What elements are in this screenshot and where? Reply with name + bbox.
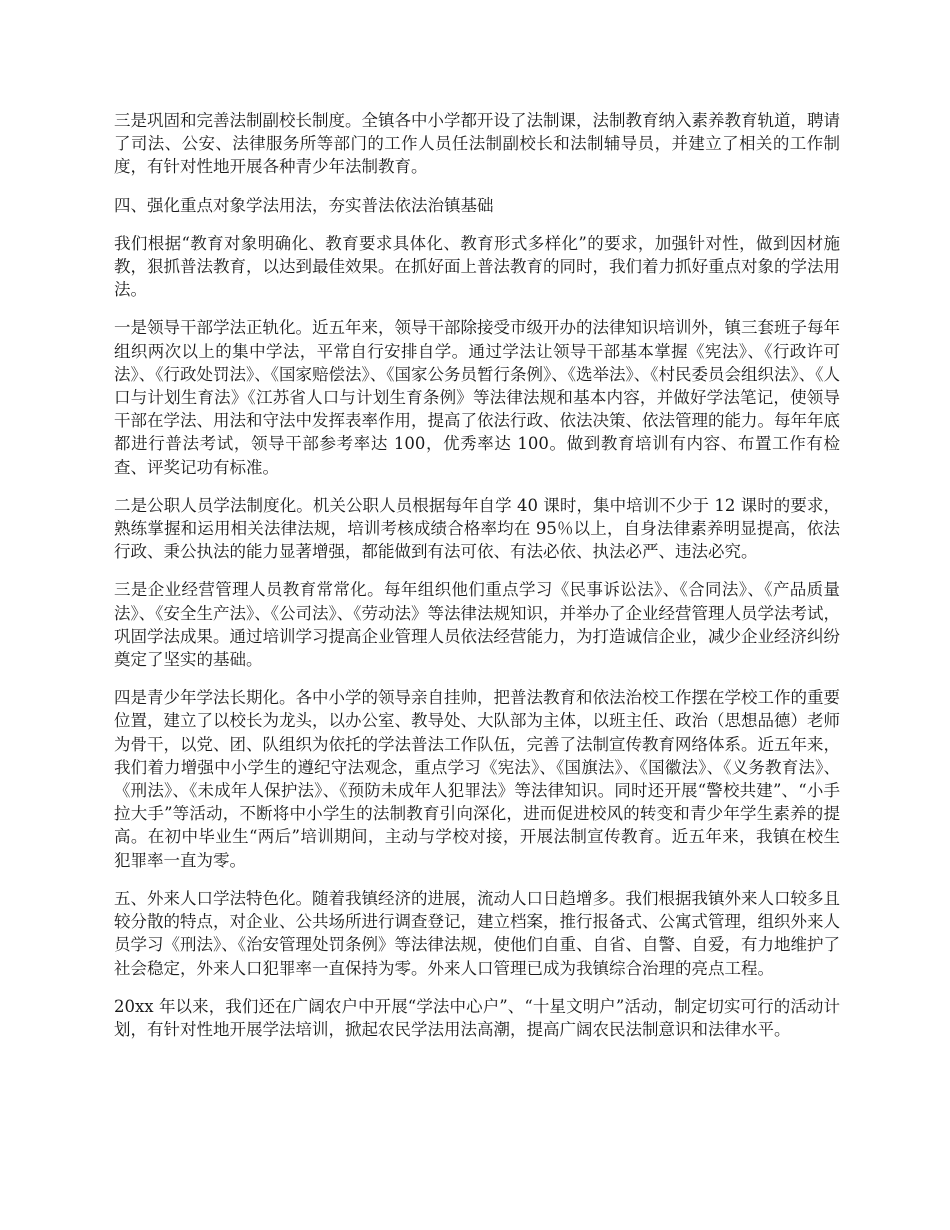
paragraph-migrant-population: 五、外来人口学法特色化。随着我镇经济的进展，流动人口日趋增多。我们根据我镇外来人口较多且较分散的特点，对企业、公共场所进行调查登记，建立档案，推行报备式、公寓式管理，组织外来人员学习《刑法》、《治安管理处罚条例》等法律法规，使他们自重、自省、自警、自爱，有力地维护了社会稳定，外来人口犯罪率一直保持为零。外来人口管理已成为我镇综合治理的亮点工程。	[114, 888, 840, 978]
paragraph-youth: 四是青少年学法长期化。各中小学的领导亲自挂帅，把普法教育和依法治校工作摆在学校工作的重要位置，建立了以校长为龙头，以办公室、教导处、大队部为主体，以班主任、政治（思想品德）老师为骨干，以党、团、队组织为依托的学法普法工作队伍，完善了法制宣传教育网络体系。近五年来，我们着力增强中小学生的遵纪守法观念，重点学习《宪法》、《国旗法》、《国徽法》、《义务教育法》、《刑法》、《未成年人保护法》、《预防未成年人犯罪法》等法律知识。同时还开展“警校共建”、“小手拉大手”等活动，不断将中小学生的法制教育引向深化，进而促进校风的转变和青少年学生素养的提高。在初中毕业生“两后”培训期间，主动与学校对接，开展法制宣传教育。近五年来，我镇在校生犯罪率一直为零。	[114, 688, 840, 870]
paragraph-public-servants: 二是公职人员学法制度化。机关公职人员根据每年自学 40 课时，集中培训不少于 12 课时的要求，熟练掌握和运用相关法律法规，培训考核成绩合格率均在 95％以上，自身法律素养明显提高，依法行政、秉公执法的能力显著增强，都能做到有法可依、有法必依、执法必严、违法必究。	[114, 495, 840, 562]
paragraph-targeted-education: 我们根据“教育对象明确化、教育要求具体化、教育形式多样化”的要求，加强针对性，做到因材施教，狠抓普法教育，以达到最佳效果。在抓好面上普法教育的同时，我们着力抓好重点对象的学法用法。	[114, 233, 840, 300]
paragraph-legal-vice-principal: 三是巩固和完善法制副校长制度。全镇各中小学都开设了法制课，法制教育纳入素养教育轨道，聘请了司法、公安、法律服务所等部门的工作人员任法制副校长和法制辅导员，并建立了相关的工作制度，有针对性地开展各种青少年法制教育。	[114, 111, 840, 177]
paragraph-rural-households: 20xx 年以来，我们还在广阔农户中开展“学法中心户”、“十星文明户”活动，制定切实可行的活动计划，有针对性地开展学法培训，掀起农民学法用法高潮，提高广阔农民法制意识和法律水平。	[114, 996, 840, 1039]
paragraph-enterprise-managers: 三是企业经营管理人员教育常常化。每年组织他们重点学习《民事诉讼法》、《合同法》、《产品质量法》、《安全生产法》、《公司法》、《劳动法》等法律法规知识，并举办了企业经营管理人员学法考试，巩固学法成果。通过培训学习提高企业管理人员依法经营能力，为打造诚信企业，减少企业经济纠纷奠定了坚实的基础。	[114, 580, 840, 670]
paragraph-leading-cadres: 一是领导干部学法正轨化。近五年来，领导干部除接受市级开办的法律知识培训外，镇三套班子每年组织两次以上的集中学法，平常自行安排自学。通过学法让领导干部基本掌握《宪法》、《行政许可法》、《行政处罚法》、《国家赔偿法》、《国家公务员暂行条例》、《选举法》、《村民委员会组织法》、《人口与计划生育法》《江苏省人口与计划生育条例》等法律法规和基本内容，并做好学法笔记，使领导干部在学法、用法和守法中发挥表率作用，提高了依法行政、依法决策、依法管理的能力。每年年底都进行普法考试，领导干部参考率达 100，优秀率达 100。做到教育培训有内容、布置工作有检查、评奖记功有标准。	[114, 318, 840, 477]
document-body	[114, 109, 840, 1056]
section-heading-four: 四、强化重点对象学法用法，夯实普法依法治镇基础	[114, 195, 494, 215]
